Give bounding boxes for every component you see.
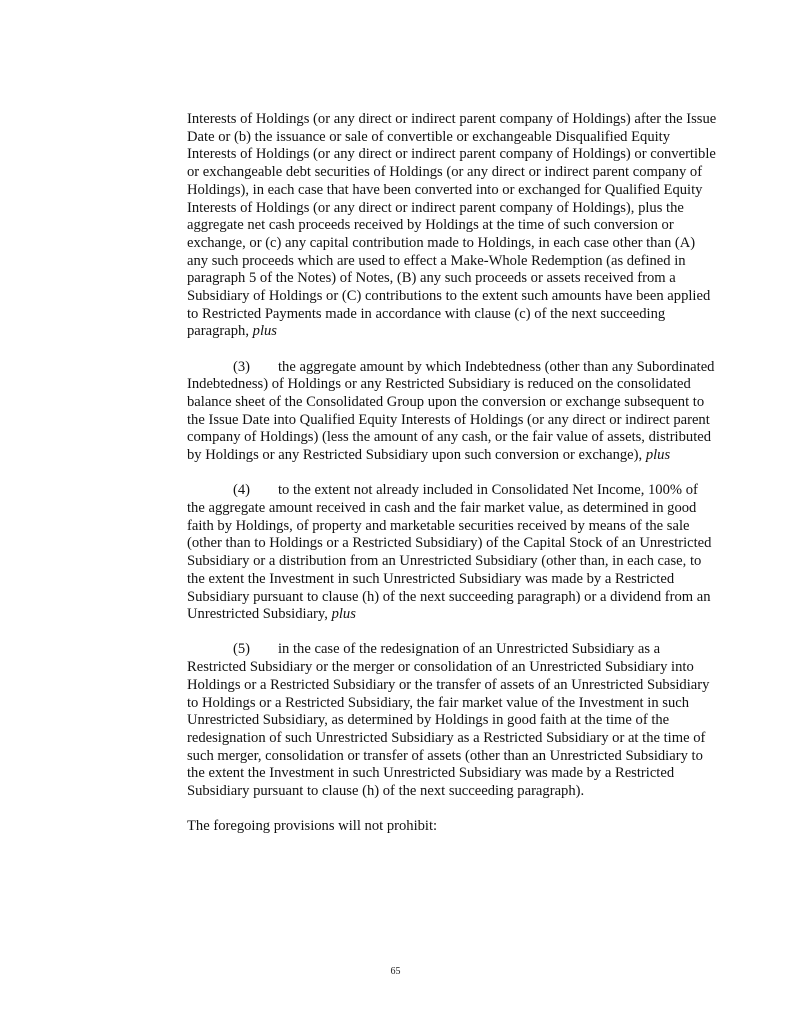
clause-number: (5) [233, 641, 251, 658]
clause-3 [187, 359, 717, 465]
clause-number: (3) [233, 358, 251, 375]
clause-5 [187, 641, 717, 800]
page-number: 65 [390, 966, 401, 977]
paragraph-continuation [187, 111, 717, 341]
italic-plus: plus [331, 606, 356, 623]
clause-text: the aggregate amount by which Indebtedness (other than any Subordinated Indebtedness) of Holdings or any Restricted Subsidiary is reduced on the consolidated balance sheet of the Consolidated Group upon the conversion or exchange subsequent to the Issue Date into Qualified Equity Interests of Holdings (or any direct or indirect parent company of Holdings) (less the amount of any cash, or the fair value of assets, distributed by Holdings or any Restricted Subsidiary upon such conversion or exchange), [187, 358, 715, 464]
clause-4 [187, 482, 717, 624]
italic-plus: plus [252, 323, 277, 340]
clause-text: to the extent not already included in Consolidated Net Income, 100% of the aggregate amount received in cash and the fair market value, as determined in good faith by Holdings, of property and marketable securities received by means of the sale (other than to Holdings or a Restricted Subsidiary) of the Capital Stock of an Unrestricted Subsidiary or a distribution from an Unrestricted Subsidiary (other than, in each case, to the extent the Investment in such Unrestricted Subsidiary was made by a Restricted Subsidiary pursuant to clause (h) of the next succeeding paragraph) or a dividend from an Unrestricted Subsidiary, [187, 482, 712, 623]
document-body [187, 111, 717, 854]
paragraph-text: Interests of Holdings (or any direct or indirect parent company of Holdings) after the Issue Date or (b) the issuance or sale of convertible or exchangeable Disqualified Equity Interests of Holdings (or any direct or indirect parent company of Holdings) or convertible or exchangeable debt securities of Holdings (or any direct or indirect parent company of Holdings), in each case that have been converted into or exchanged for Qualified Equity Interests of Holdings (or any direct or indirect parent company of Holdings), plus the aggregate net cash proceeds received by Holdings at the time of such conversion or exchange, or (c) any capital contribution made to Holdings, in each case other than (A) any such proceeds which are used to effect a Make-Whole Redemption (as defined in paragraph 5 of the Notes) of Notes, (B) any such proceeds or assets received from a Subsidiary of Holdings or (C) contributions to the extent such amounts have been applied to Restricted Payments made in accordance with clause (c) of the next succeeding paragraph, [187, 111, 717, 340]
closing-sentence: The foregoing provisions will not prohibit: [187, 818, 438, 835]
italic-plus: plus [645, 447, 671, 464]
clause-text: in the case of the redesignation of an Unrestricted Subsidiary as a Restricted Subsidiary or the merger or consolidation of an Unrestricted Subsidiary into Holdings or a Restricted Subsidiary or the transfer of assets of an Unrestricted Subsidiary to Holdings or a Restricted Subsidiary, the fair market value of the Investment in such Unrestricted Subsidiary, as determined by Holdings in good faith at the time of the redesignation of such Unrestricted Subsidiary as a Restricted Subsidiary or at the time of such merger, consolidation or transfer of assets (other than an Unrestricted Subsidiary to the extent the Investment in such Unrestricted Subsidiary was made by a Restricted Subsidiary pursuant to clause (h) of the next succeeding paragraph). [187, 641, 710, 800]
clause-number: (4) [233, 482, 251, 499]
